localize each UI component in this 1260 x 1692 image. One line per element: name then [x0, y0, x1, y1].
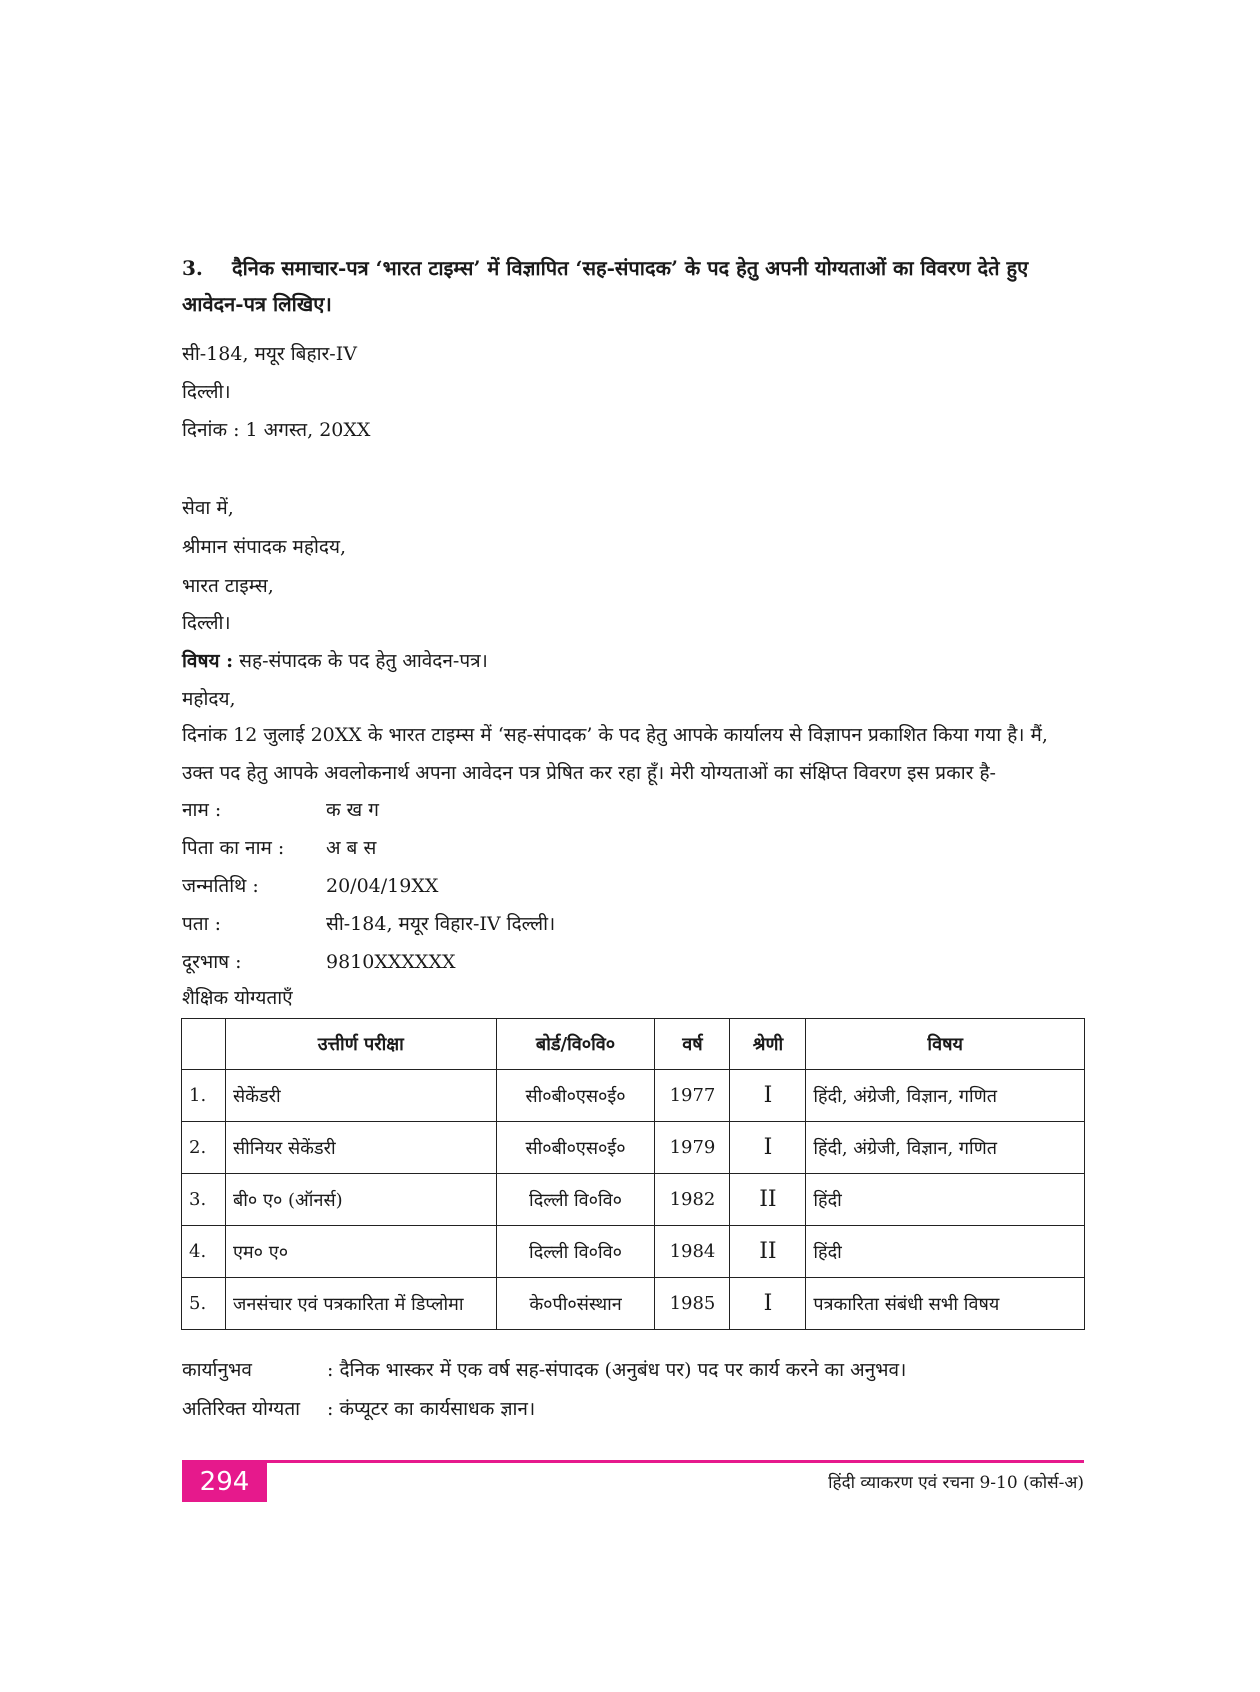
table-header: विषय	[806, 1019, 1085, 1070]
table-cell: दिल्ली वि०वि०	[496, 1226, 655, 1278]
letter-date: दिनांक : 1 अगस्त, 20XX	[182, 419, 371, 441]
table-header	[182, 1019, 226, 1070]
table-header-row	[182, 1019, 1085, 1070]
table-cell: 2.	[182, 1122, 226, 1174]
table-cell: जनसंचार एवं पत्रकारिता में डिप्लोमा	[225, 1278, 496, 1330]
recipient-city: दिल्ली।	[182, 612, 231, 634]
table-cell: II	[730, 1174, 806, 1226]
table-row	[182, 1122, 1085, 1174]
table-cell: हिंदी	[806, 1226, 1085, 1278]
sender-city: दिल्ली।	[182, 381, 231, 403]
table-cell: सीनियर सेकेंडरी	[225, 1122, 496, 1174]
table-cell: एम० ए०	[225, 1226, 496, 1278]
subject-label: विषय :	[182, 650, 234, 672]
table-cell: सेकेंडरी	[225, 1070, 496, 1122]
table-cell: 1985	[655, 1278, 730, 1330]
table-header: वर्ष	[655, 1019, 730, 1070]
question-text: दैनिक समाचार-पत्र ‘भारत टाइम्स’ में विज्ञापित ‘सह-संपादक’ के पद हेतु अपनी योग्यताओं का विवरण देते हुए आवेदन-पत्र लिखिए।	[182, 256, 1029, 316]
extra-qualification-row	[182, 1395, 535, 1421]
extra-qualification-value: : कंप्यूटर का कार्यसाधक ज्ञान।	[327, 1398, 536, 1420]
table-cell: 1982	[655, 1174, 730, 1226]
table-cell: I	[730, 1070, 806, 1122]
table-cell: बी० ए० (ऑनर्स)	[225, 1174, 496, 1226]
table-cell: हिंदी, अंग्रेजी, विज्ञान, गणित	[806, 1070, 1085, 1122]
detail-label: नाम :	[182, 799, 222, 821]
table-cell: 1.	[182, 1070, 226, 1122]
page-number: 294	[182, 1462, 267, 1502]
subject-line	[182, 647, 488, 673]
table-cell: सी०बी०एस०ई०	[496, 1070, 655, 1122]
extra-qualification-label: अतिरिक्त योग्यता	[182, 1398, 301, 1420]
table-cell: हिंदी, अंग्रेजी, विज्ञान, गणित	[806, 1122, 1085, 1174]
detail-label: जन्मतिथि :	[182, 875, 259, 897]
detail-value: अ ब स	[326, 837, 377, 859]
table-cell: 4.	[182, 1226, 226, 1278]
table-cell: हिंदी	[806, 1174, 1085, 1226]
detail-row	[182, 834, 376, 860]
table-row	[182, 1174, 1085, 1226]
recipient-title: श्रीमान संपादक महोदय,	[182, 536, 347, 558]
detail-label: पिता का नाम :	[182, 837, 285, 859]
experience-row	[182, 1356, 906, 1382]
question-number: 3.	[182, 256, 203, 280]
table-cell: 1977	[655, 1070, 730, 1122]
sender-address: सी-184, मयूर बिहार-IV	[182, 343, 357, 365]
table-cell: 3.	[182, 1174, 226, 1226]
experience-value: : दैनिक भास्कर में एक वर्ष सह-संपादक (अनुबंध पर) पद पर कार्य करने का अनुभव।	[327, 1359, 907, 1381]
detail-label: पता :	[182, 913, 221, 935]
detail-row	[182, 796, 379, 822]
table-cell: 5.	[182, 1278, 226, 1330]
table-cell: 1984	[655, 1226, 730, 1278]
detail-value: 9810XXXXXX	[326, 951, 456, 973]
table-row	[182, 1278, 1085, 1330]
question-heading	[182, 250, 1082, 322]
detail-label: दूरभाष :	[182, 951, 242, 973]
education-table	[181, 1018, 1085, 1330]
table-cell: सी०बी०एस०ई०	[496, 1122, 655, 1174]
detail-value: क ख ग	[326, 799, 379, 821]
footer-rule	[182, 1460, 1084, 1463]
table-cell: दिल्ली वि०वि०	[496, 1174, 655, 1226]
table-row	[182, 1226, 1085, 1278]
detail-row	[182, 910, 555, 936]
table-header: श्रेणी	[730, 1019, 806, 1070]
table-header: बोर्ड/वि०वि०	[496, 1019, 655, 1070]
table-cell: पत्रकारिता संबंधी सभी विषय	[806, 1278, 1085, 1330]
body-paragraph: दिनांक 12 जुलाई 20XX के भारत टाइम्स में ‘सह-संपादक’ के पद हेतु आपके कार्यालय से विज्ञापन प्रकाशित किया गया है। मैं, उक्त पद हेतु आपके अवलोकनार्थ अपना आवेदन पत्र प्रेषित कर रहा हूँ। मेरी योग्यताओं का संक्षिप्त विवरण इस प्रकार है-	[182, 724, 1048, 784]
table-header: उत्तीर्ण परीक्षा	[225, 1019, 496, 1070]
table-cell: 1979	[655, 1122, 730, 1174]
experience-label: कार्यानुभव	[182, 1359, 252, 1381]
subject-text: सह-संपादक के पद हेतु आवेदन-पत्र।	[239, 650, 488, 672]
table-cell: I	[730, 1122, 806, 1174]
table-cell: II	[730, 1226, 806, 1278]
detail-value: 20/04/19XX	[326, 875, 439, 897]
table-row	[182, 1070, 1085, 1122]
book-title: हिंदी व्याकरण एवं रचना 9-10 (कोर्स-अ)	[828, 1473, 1084, 1493]
recipient-organisation: भारत टाइम्स,	[182, 575, 274, 597]
table-cell: I	[730, 1278, 806, 1330]
salutation-to: सेवा में,	[182, 497, 234, 519]
education-heading: शैक्षिक योग्यताएँ	[182, 987, 293, 1009]
table-cell: के०पी०संस्थान	[496, 1278, 655, 1330]
detail-row	[182, 948, 456, 974]
detail-value: सी-184, मयूर विहार-IV दिल्ली।	[326, 913, 556, 935]
detail-row	[182, 872, 438, 898]
greeting: महोदय,	[182, 688, 236, 710]
